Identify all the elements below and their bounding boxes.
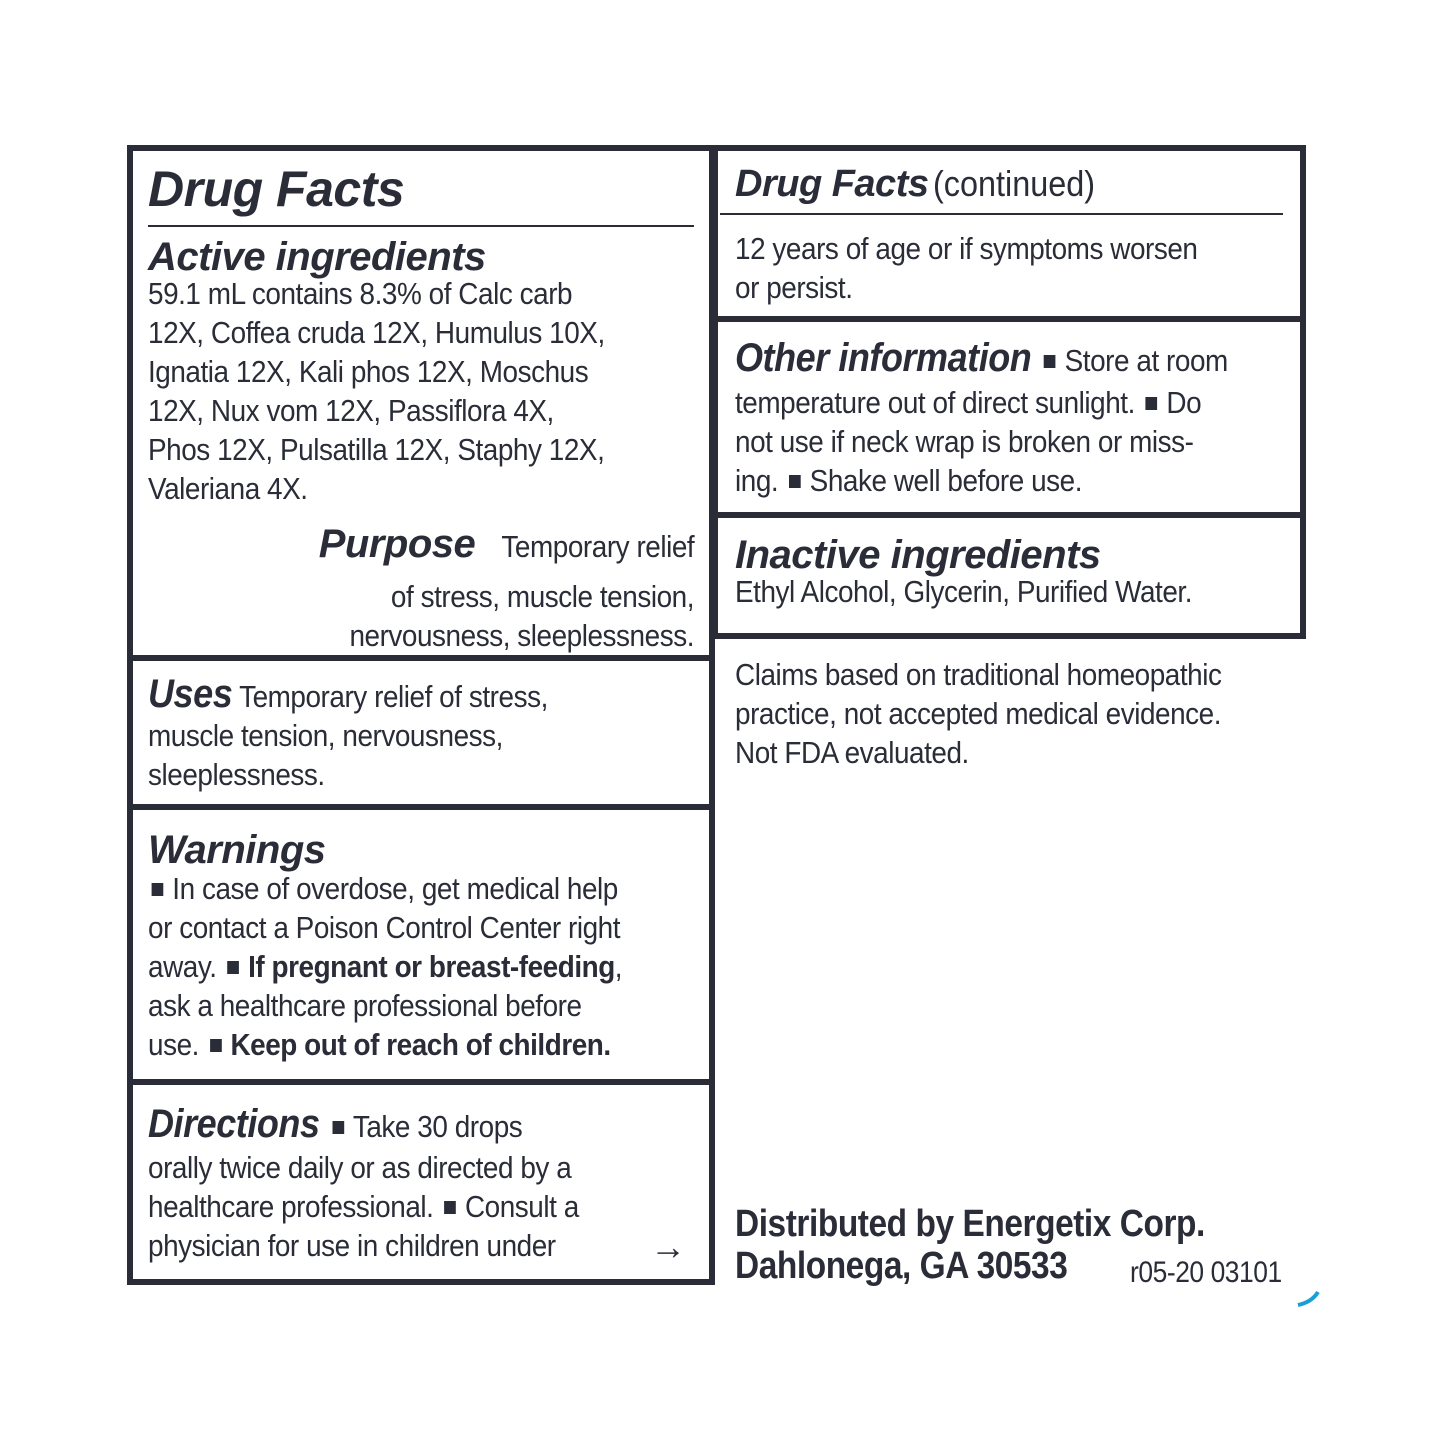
warnings-heading: Warnings <box>148 828 326 872</box>
title-rule <box>148 225 694 227</box>
bullet-icon <box>227 961 239 974</box>
purpose-text: of stress, muscle tension, <box>390 579 694 614</box>
purpose-section <box>230 520 694 655</box>
inactive-ingredients-text: Ethyl Alcohol, Glycerin, Purified Water. <box>735 574 1193 609</box>
warnings-section <box>148 828 675 1064</box>
directions-text: physician for use in children under <box>148 1228 556 1263</box>
uses-section <box>148 672 592 794</box>
continued-title: Drug Facts <box>735 163 929 205</box>
distributor-name: Distributed by Energetix Corp. <box>735 1203 1205 1245</box>
divider <box>712 512 1306 518</box>
continued-header <box>735 163 1113 206</box>
warnings-bold-text: If pregnant or breast-feeding <box>248 949 615 984</box>
bullet-icon <box>444 1201 456 1214</box>
directions-text: Consult a <box>464 1189 579 1224</box>
arrow-right-icon: → <box>650 1226 686 1267</box>
text-line: Ignatia 12X, Kali phos 12X, Moschus <box>148 354 589 389</box>
warnings-text: In case of overdose, get medical help <box>172 871 618 906</box>
text-line: 59.1 mL contains 8.3% of Calc carb <box>148 276 573 311</box>
uses-heading: Uses <box>148 672 233 716</box>
claims-disclaimer <box>735 655 1221 772</box>
continued-text <box>735 229 1198 307</box>
uses-text: muscle tension, nervousness, <box>148 718 503 753</box>
bullet-icon <box>332 1121 344 1134</box>
divider <box>127 804 715 810</box>
corner-mark-icon <box>1296 1288 1322 1308</box>
purpose-text: nervousness, sleeplessness. <box>349 618 694 653</box>
distributor-address: Dahlonega, GA 30533 <box>735 1245 1068 1287</box>
continued-rule <box>720 213 1283 215</box>
bullet-icon <box>1044 355 1056 368</box>
warnings-text: , <box>614 949 623 984</box>
uses-text: Temporary relief of stress, <box>239 679 548 714</box>
warnings-text: ask a healthcare professional before <box>148 988 582 1023</box>
warnings-bold-text: Keep out of reach of children. <box>230 1027 611 1062</box>
text-line: practice, not accepted medical evidence. <box>735 696 1222 731</box>
other-text: Store at room <box>1064 343 1228 378</box>
divider <box>712 316 1306 322</box>
active-ingredients-heading: Active ingredients <box>148 235 486 279</box>
bullet-icon <box>210 1039 222 1052</box>
other-text: ing. <box>735 463 779 498</box>
directions-text: Take 30 drops <box>352 1109 523 1144</box>
divider <box>127 655 715 661</box>
text-line: Not FDA evaluated. <box>735 735 969 770</box>
directions-text: orally twice daily or as directed by a <box>148 1150 572 1185</box>
directions-section <box>148 1103 627 1265</box>
inactive-ingredients-heading: Inactive ingredients <box>735 533 1101 577</box>
continued-suffix: (continued) <box>932 163 1096 204</box>
directions-text: healthcare professional. <box>148 1189 434 1224</box>
text-line: Phos 12X, Pulsatilla 12X, Staphy 12X, <box>148 432 605 467</box>
other-text: not use if neck wrap is broken or miss- <box>735 424 1194 459</box>
bullet-icon <box>152 883 164 896</box>
warnings-text: away. <box>148 949 217 984</box>
other-text: Do <box>1166 385 1202 420</box>
bullet-icon <box>789 475 801 488</box>
active-ingredients-text <box>148 274 605 508</box>
lot-code: r05-20 03101 <box>1130 1256 1282 1289</box>
warnings-text: use. <box>148 1027 199 1062</box>
page-title: Drug Facts <box>148 161 405 217</box>
warnings-text: or contact a Poison Control Center right <box>148 910 621 945</box>
text-line: 12 years of age or if symptoms worsen <box>735 231 1198 266</box>
other-information-heading: Other information <box>735 336 1032 380</box>
text-line: 12X, Nux vom 12X, Passiflora 4X, <box>148 393 554 428</box>
bullet-icon <box>1146 397 1158 410</box>
purpose-text: Temporary relief <box>501 529 694 564</box>
other-information-section <box>735 336 1283 500</box>
text-line: Claims based on traditional homeopathic <box>735 657 1222 692</box>
other-text: Shake well before use. <box>809 463 1083 498</box>
text-line: or persist. <box>735 270 853 305</box>
text-line: Valeriana 4X. <box>148 471 308 506</box>
divider <box>127 1079 715 1085</box>
inactive-ingredients-section <box>735 533 1243 611</box>
directions-heading: Directions <box>148 1102 320 1146</box>
active-ingredients-section <box>148 235 656 508</box>
text-line: 12X, Coffea cruda 12X, Humulus 10X, <box>148 315 605 350</box>
uses-text: sleeplessness. <box>148 757 325 792</box>
purpose-heading: Purpose <box>318 522 476 566</box>
other-text: temperature out of direct sunlight. <box>735 385 1135 420</box>
